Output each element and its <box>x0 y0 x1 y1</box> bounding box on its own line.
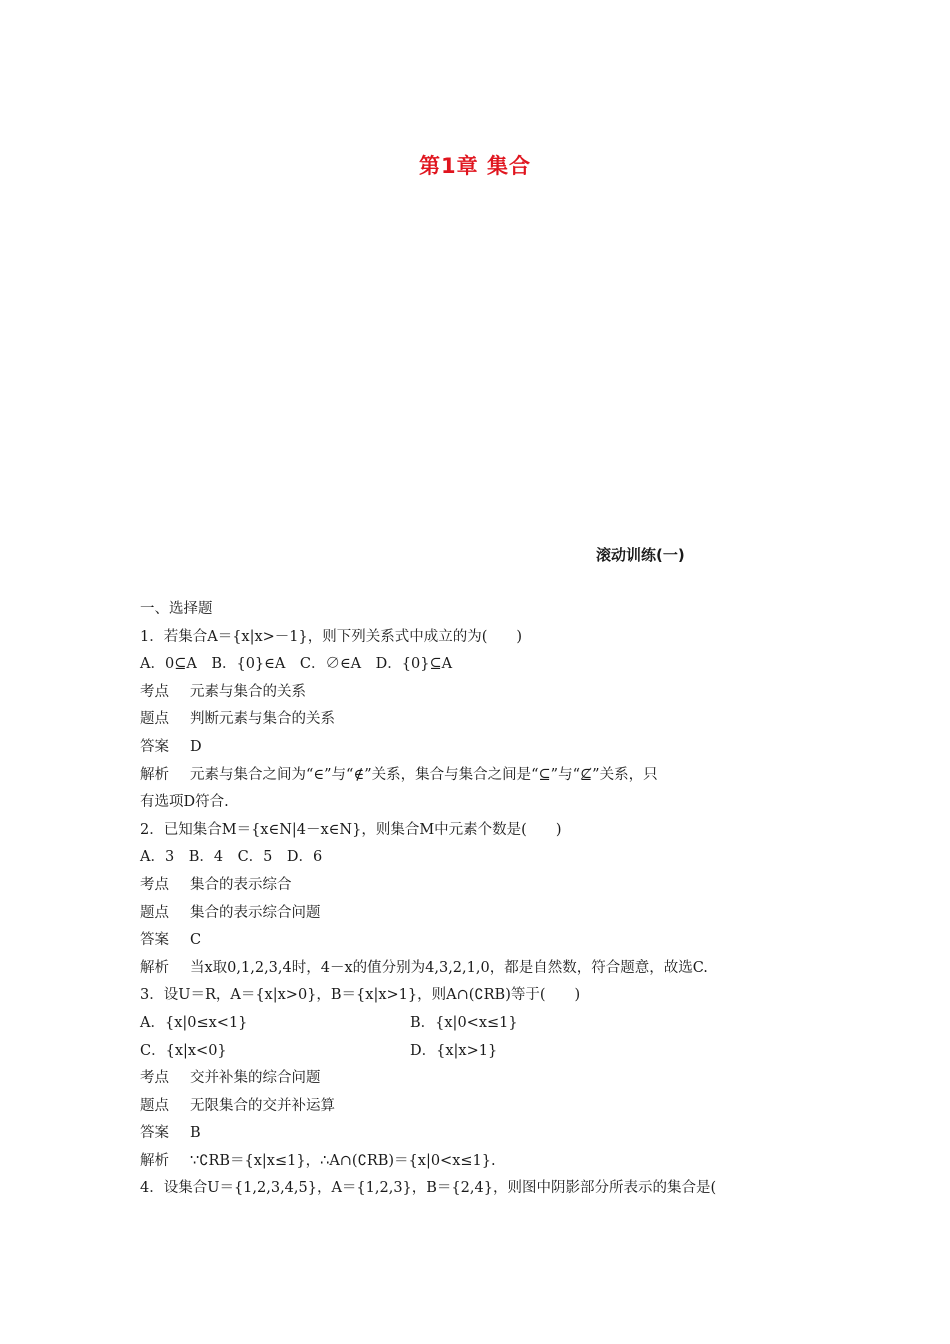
option-c: C．{x|x<0} <box>140 1042 227 1059</box>
tidian-label: 题点 <box>140 904 169 921</box>
tidian-value: 无限集合的交并补运算 <box>190 1097 335 1114</box>
daan-label: 答案 <box>140 932 169 949</box>
part-heading: 一、选择题 <box>140 601 213 617</box>
question-3-answer <box>140 1120 815 1148</box>
question-3-analysis <box>140 1148 815 1176</box>
question-1-options: A．0⊆A B．{0}∈A C．∅∈A D．{0}⊆A <box>140 656 453 673</box>
kaodian-label: 考点 <box>140 1070 169 1087</box>
tidian-value: 判断元素与集合的关系 <box>190 711 335 728</box>
question-2-tidian <box>140 900 815 928</box>
option-d: D．{x|x>1} <box>410 1042 498 1059</box>
tidian-label: 题点 <box>140 711 169 728</box>
question-3-options-row-2 <box>140 1038 815 1066</box>
question-2-options: A．3 B．4 C．5 D．6 <box>140 849 323 866</box>
question-3-options-row-1 <box>140 1010 815 1038</box>
tidian-label: 题点 <box>140 1097 169 1114</box>
question-1-analysis <box>140 762 815 790</box>
analysis-text: 当x取0,1,2,3,4时，4－x的值分别为4,3,2,1,0，都是自然数，符合题意，故选C. <box>190 959 708 976</box>
question-1-kaodian <box>140 679 815 707</box>
question-2-kaodian <box>140 872 815 900</box>
question-2-analysis <box>140 955 815 983</box>
tidian-value: 集合的表示综合问题 <box>190 904 321 921</box>
section-title: 滚动训练(一) <box>596 546 685 564</box>
jiexi-label: 解析 <box>140 959 169 976</box>
daan-label: 答案 <box>140 738 169 755</box>
analysis-text: 元素与集合之间为“∈”与“∉”关系，集合与集合之间是“⊆”与“⊈”关系，只 <box>190 766 658 783</box>
answer-value: D <box>190 738 202 755</box>
daan-label: 答案 <box>140 1125 169 1142</box>
option-b: B．{x|0<x≤1} <box>410 1014 518 1031</box>
kaodian-value: 集合的表示综合 <box>190 876 292 893</box>
jiexi-label: 解析 <box>140 1152 169 1169</box>
kaodian-value: 元素与集合的关系 <box>190 683 306 700</box>
answer-value: C <box>190 932 202 949</box>
analysis-text: ∵∁RB＝{x|x≤1}，∴A∩(∁RB)＝{x|0<x≤1}. <box>190 1152 496 1169</box>
question-1-stem: 1．若集合A＝{x|x>－1}，则下列关系式中成立的为( ) <box>140 628 523 645</box>
question-3-tidian <box>140 1093 815 1121</box>
chapter-title: 第1章 集合 <box>419 154 531 178</box>
question-3-kaodian <box>140 1065 815 1093</box>
question-2-stem: 2．已知集合M＝{x∈N|4－x∈N}，则集合M中元素个数是( ) <box>140 821 562 838</box>
question-1-answer <box>140 734 815 762</box>
question-3-stem: 3．设U＝R，A＝{x|x>0}，B＝{x|x>1}，则A∩(∁RB)等于( ) <box>140 987 581 1004</box>
kaodian-label: 考点 <box>140 876 169 893</box>
option-a: A．{x|0≤x<1} <box>140 1014 248 1031</box>
question-2-answer <box>140 927 815 955</box>
kaodian-label: 考点 <box>140 683 169 700</box>
question-1-analysis-cont: 有选项D符合. <box>140 794 229 811</box>
question-4-stem: 4．设集合U＝{1,2,3,4,5}，A＝{1,2,3}，B＝{2,4}，则图中阴影部分所表示的集合是( <box>140 1180 717 1197</box>
exercise-content <box>140 596 815 1203</box>
answer-value: B <box>190 1125 201 1142</box>
kaodian-value: 交并补集的综合问题 <box>190 1070 321 1087</box>
question-1-tidian <box>140 706 815 734</box>
jiexi-label: 解析 <box>140 766 169 783</box>
